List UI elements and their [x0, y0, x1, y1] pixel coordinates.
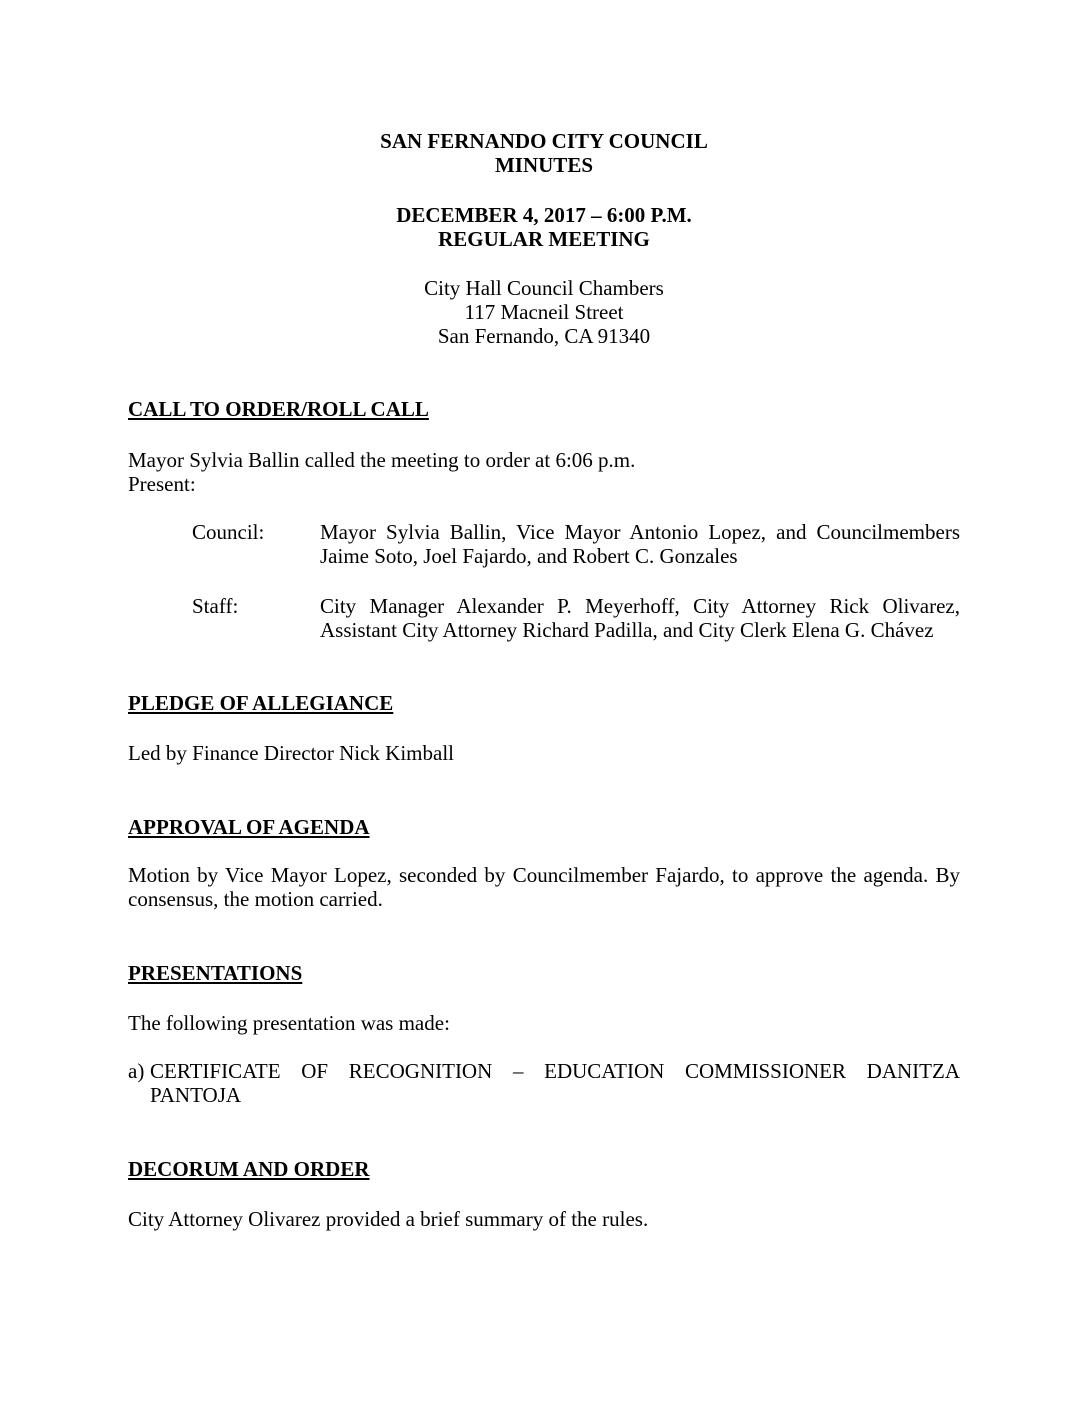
council-label: Council: [192, 520, 265, 544]
presentation-item-text: CERTIFICATE OF RECOGNITION – EDUCATION COMMISSIONER DANITZA PANTOJA [150, 1059, 960, 1107]
staff-members: City Manager Alexander P. Meyerhoff, City Attorney Rick Olivarez, Assistant City Attorney Richard Padilla, and City Clerk Elena G. Chávez [320, 594, 960, 642]
document-title [0, 129, 1088, 177]
presentations-heading: PRESENTATIONS [128, 961, 303, 985]
decorum-heading: DECORUM AND ORDER [128, 1157, 370, 1181]
location-city: San Fernando, CA 91340 [437, 324, 651, 348]
call-to-order-line: Mayor Sylvia Ballin called the meeting to order at 6:06 p.m. [128, 448, 636, 472]
decorum-text: City Attorney Olivarez provided a brief summary of the rules. [128, 1207, 649, 1231]
meeting-location [0, 276, 1088, 348]
agenda-heading: APPROVAL OF AGENDA [128, 815, 370, 839]
meeting-type: REGULAR MEETING [438, 227, 650, 251]
pledge-text: Led by Finance Director Nick Kimball [128, 741, 454, 765]
staff-label: Staff: [192, 594, 239, 618]
present-label: Present: [128, 472, 196, 496]
call-to-order-heading: CALL TO ORDER/ROLL CALL [128, 397, 429, 421]
location-street: 117 Macneil Street [464, 300, 624, 324]
agenda-text: Motion by Vice Mayor Lopez, seconded by Councilmember Fajardo, to approve the agenda. By consensus, the motion carried. [128, 863, 960, 911]
meeting-info [0, 203, 1088, 251]
presentation-item-letter: a) [128, 1059, 145, 1083]
meeting-date-time: DECEMBER 4, 2017 – 6:00 P.M. [396, 203, 692, 227]
call-to-order-text [128, 448, 960, 496]
pledge-heading: PLEDGE OF ALLEGIANCE [128, 691, 394, 715]
council-name: SAN FERNANDO CITY COUNCIL [380, 129, 708, 153]
council-members: Mayor Sylvia Ballin, Vice Mayor Antonio Lopez, and Councilmembers Jaime Soto, Joel Fajardo, and Robert C. Gonzales [320, 520, 960, 568]
document-type: MINUTES [494, 153, 594, 177]
presentations-intro: The following presentation was made: [128, 1011, 450, 1035]
location-name: City Hall Council Chambers [424, 276, 664, 300]
